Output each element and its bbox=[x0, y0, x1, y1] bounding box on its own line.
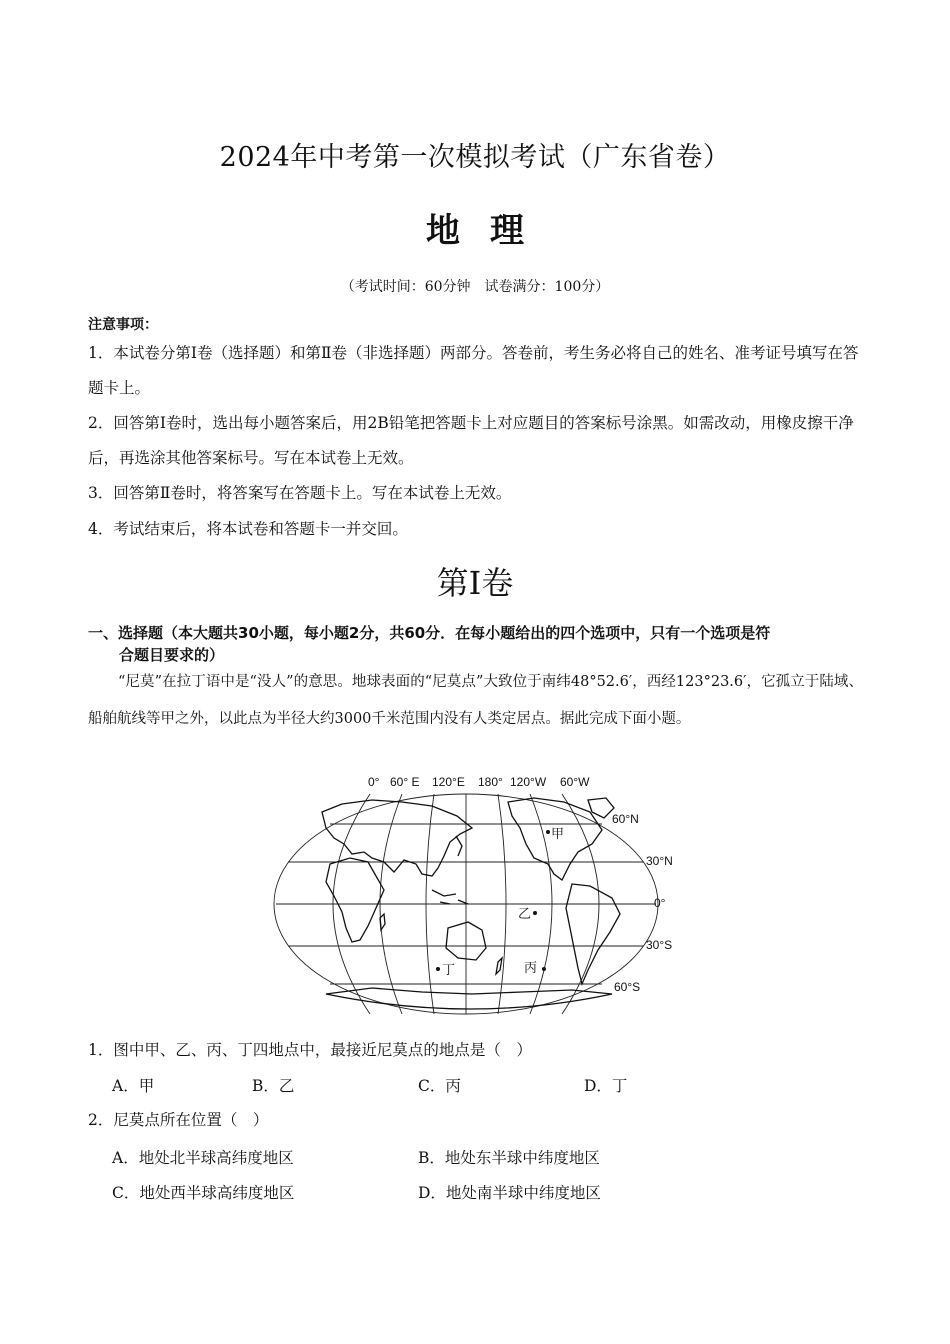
exam-info: （考试时间：60分钟 试卷满分：100分） bbox=[340, 279, 610, 295]
point-bing-marker bbox=[542, 967, 546, 971]
note-item-4: 4．考试结束后，将本试卷和答题卡一并交回。 bbox=[88, 520, 408, 538]
latitude-label: 30°S bbox=[646, 938, 673, 952]
point-jia-marker bbox=[546, 830, 550, 834]
point-bing-label: 丙 bbox=[524, 961, 538, 976]
question-2-option-a[interactable]: A．地处北半球高纬度地区 bbox=[112, 1149, 294, 1167]
point-ding-label: 丁 bbox=[442, 963, 456, 978]
latitude-label: 60°N bbox=[612, 812, 639, 826]
question-1-option-a[interactable]: A．甲 bbox=[112, 1077, 155, 1095]
question-1-option-c[interactable]: C．丙 bbox=[418, 1077, 461, 1095]
question-2-option-b[interactable]: B．地处东半球中纬度地区 bbox=[418, 1149, 600, 1167]
latitude-label: 60°S bbox=[614, 980, 641, 994]
question-1-option-b[interactable]: B．乙 bbox=[252, 1077, 295, 1095]
point-ding-marker bbox=[436, 967, 440, 971]
longitude-label: 120°W bbox=[510, 775, 547, 789]
islands-southeast-asia bbox=[432, 890, 468, 904]
island-japan bbox=[456, 836, 462, 856]
point-yi-marker bbox=[533, 911, 537, 915]
notes-heading: 注意事项： bbox=[88, 317, 158, 333]
note-item-3: 3．回答第Ⅱ卷时，将答案写在答题卡上。写在本试卷上无效。 bbox=[88, 484, 512, 502]
section-heading-line2: 合题目要求的） bbox=[119, 646, 225, 664]
note-item-2: 2．回答第Ⅰ卷时，选出每小题答案后，用2B铅笔把答题卡上对应题目的答案标号涂黑。如需改动，用橡皮擦干净后，再选涂其他答案标号。写在本试卷上无效。 bbox=[88, 414, 854, 467]
question-2-stem: 2．尼莫点所在位置（ ） bbox=[88, 1111, 269, 1129]
longitude-label: 60° E bbox=[390, 775, 420, 789]
section-heading-line1: 一、选择题（本大题共30小题，每小题2分，共60分．在每小题给出的四个选项中，只有一个选项是符 bbox=[88, 624, 771, 642]
point-yi-label: 乙 bbox=[518, 907, 532, 922]
continent-south-america bbox=[566, 884, 620, 984]
longitude-label: 60°W bbox=[560, 775, 590, 789]
longitude-label: 180° bbox=[478, 775, 503, 789]
continent-eurasia bbox=[322, 800, 472, 876]
latitude-label: 30°N bbox=[646, 854, 673, 868]
island-madagascar bbox=[380, 914, 385, 930]
point-jia-label: 甲 bbox=[551, 827, 565, 842]
question-1-stem: 1．图中甲、乙、丙、丁四地点中，最接近尼莫点的地点是（ ） bbox=[88, 1041, 532, 1059]
subject-title: 地理 bbox=[426, 211, 554, 251]
longitude-label: 0° bbox=[368, 775, 380, 789]
exam-title: 2024年中考第一次模拟考试（广东省卷） bbox=[219, 142, 731, 173]
volume-title: 第Ⅰ卷 bbox=[436, 564, 514, 602]
island-new-zealand bbox=[496, 958, 502, 974]
reading-passage: “尼莫”在拉丁语中是“没人”的意思。地球表面的“尼莫点”大致位于南纬48°52.6′，西经123°23.6′，它孤立于陆域、船舶航线等甲之外，以此点为半径大约3000千米范围内没有人类定居点。据此完成下面小题。 bbox=[88, 674, 863, 727]
note-item-1: 1．本试卷分第Ⅰ卷（选择题）和第Ⅱ卷（非选择题）两部分。答卷前，考生务必将自己的姓名、准考证号填写在答题卡上。 bbox=[88, 344, 859, 397]
longitude-label: 120°E bbox=[432, 775, 465, 789]
question-2-option-c[interactable]: C．地处西半球高纬度地区 bbox=[112, 1184, 295, 1202]
world-map bbox=[272, 772, 682, 1020]
question-1-option-d[interactable]: D．丁 bbox=[584, 1077, 628, 1095]
latitude-label: 0° bbox=[654, 896, 666, 910]
question-2-option-d[interactable]: D．地处南半球中纬度地区 bbox=[418, 1184, 601, 1202]
section-heading bbox=[88, 622, 868, 666]
